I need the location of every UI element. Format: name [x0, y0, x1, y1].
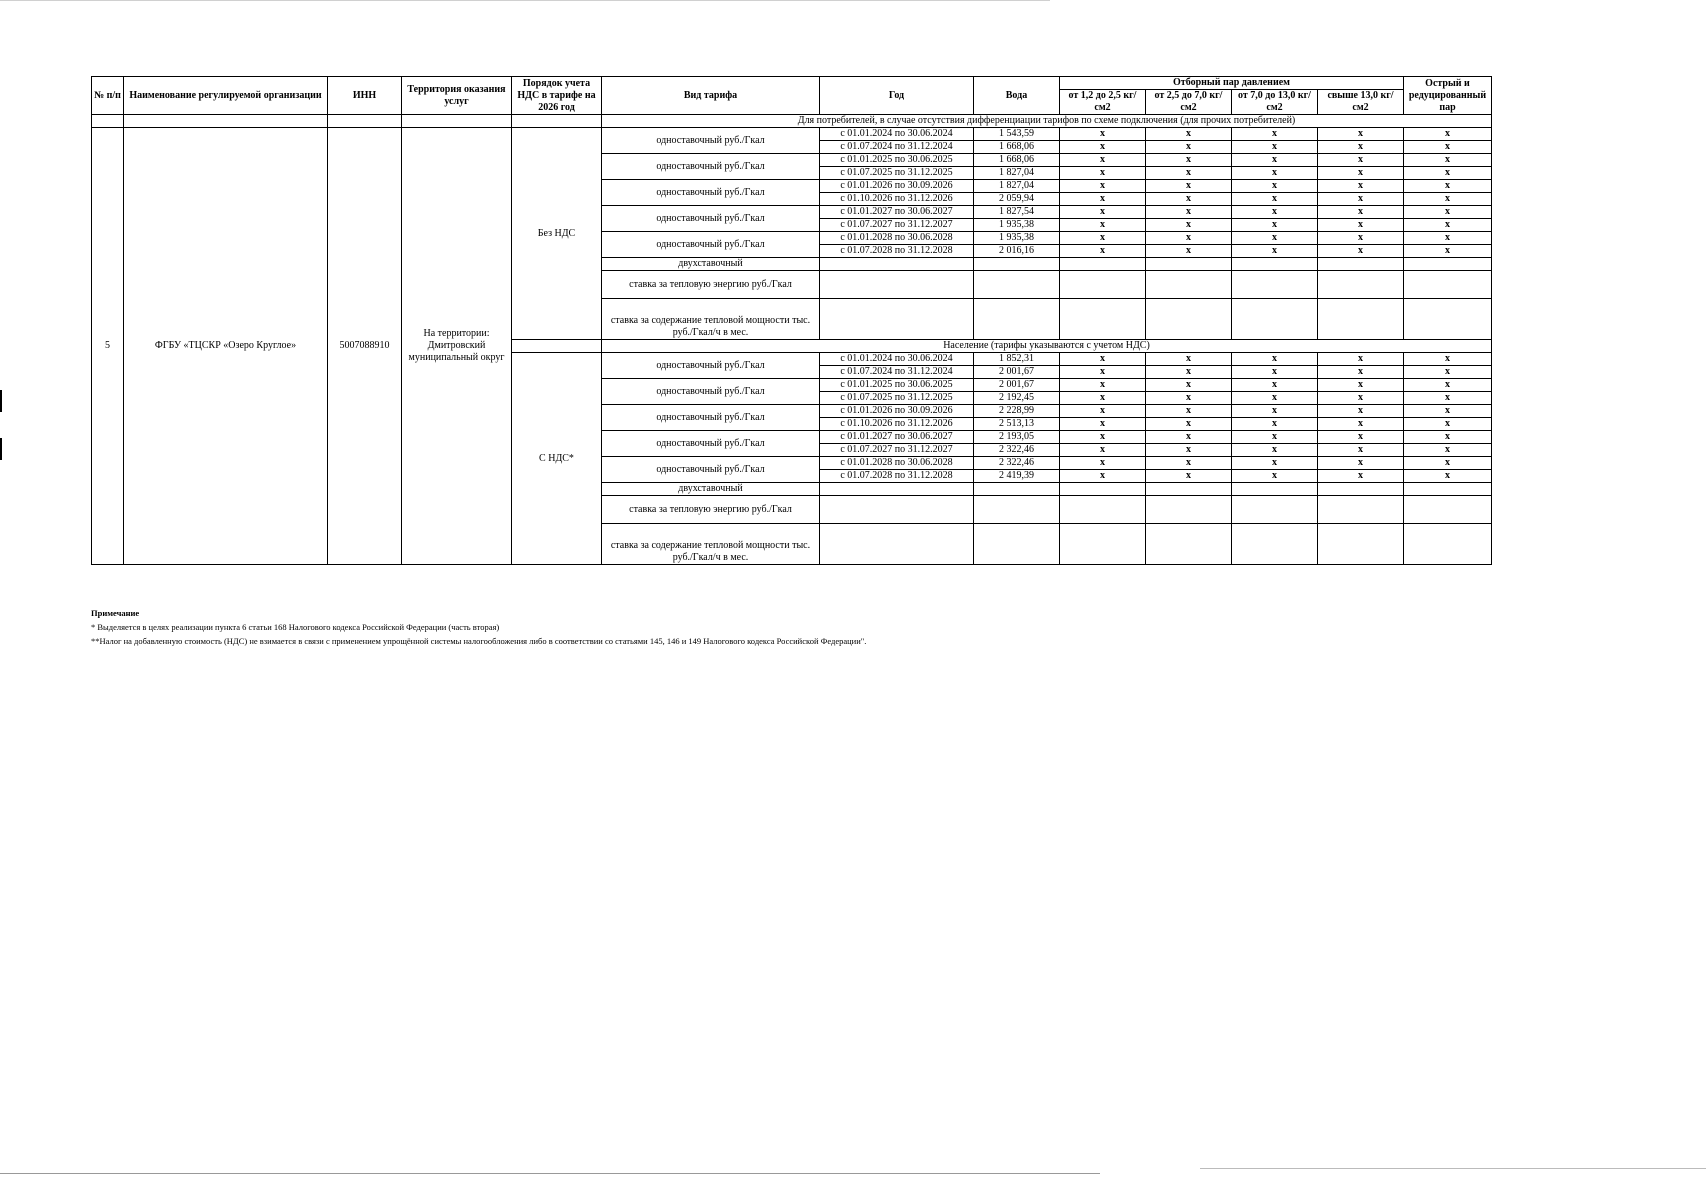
vat-order-cell: С НДС* [512, 353, 602, 565]
empty-cell [820, 496, 974, 524]
empty-cell [1146, 258, 1232, 271]
col-header-inn: ИНН [328, 77, 402, 115]
table-row [92, 128, 1492, 141]
x-mark-cell: x [1060, 167, 1146, 180]
col-header-territory: Территория оказания услуг [402, 77, 512, 115]
water-value: 2 513,13 [974, 418, 1060, 431]
empty-cell [1404, 524, 1492, 565]
x-mark-cell: x [1060, 245, 1146, 258]
empty-cell [1146, 299, 1232, 340]
water-value: 1 827,54 [974, 206, 1060, 219]
x-mark-cell: x [1318, 405, 1404, 418]
x-mark-cell: x [1146, 167, 1232, 180]
x-mark-cell: x [1404, 405, 1492, 418]
x-mark-cell: x [1318, 232, 1404, 245]
period-cell: с 01.10.2026 по 31.12.2026 [820, 418, 974, 431]
x-mark-cell: x [1232, 470, 1318, 483]
col-header-vat-order: Порядок учета НДС в тарифе на 2026 год [512, 77, 602, 115]
empty-cell [1232, 299, 1318, 340]
col-header-org-name: Наименование регулируемой организации [124, 77, 328, 115]
period-cell: с 01.01.2026 по 30.09.2026 [820, 405, 974, 418]
x-mark-cell: x [1404, 431, 1492, 444]
x-mark-cell: x [1318, 418, 1404, 431]
page-top-edge [0, 0, 1050, 1]
empty-cell [1060, 258, 1146, 271]
x-mark-cell: x [1232, 392, 1318, 405]
empty-cell [974, 496, 1060, 524]
x-mark-cell: x [1404, 167, 1492, 180]
vat-order-cell: Без НДС [512, 128, 602, 340]
tariff-table [91, 76, 1492, 565]
x-mark-cell: x [1318, 392, 1404, 405]
section-spacer [328, 115, 402, 128]
empty-cell [820, 524, 974, 565]
x-mark-cell: x [1146, 141, 1232, 154]
x-mark-cell: x [1146, 232, 1232, 245]
water-value: 1 935,38 [974, 219, 1060, 232]
col-header-steam-1: от 1,2 до 2,5 кг/см2 [1060, 90, 1146, 115]
x-mark-cell: x [1232, 245, 1318, 258]
empty-cell [1232, 524, 1318, 565]
section-spacer [512, 115, 602, 128]
x-mark-cell: x [1146, 219, 1232, 232]
x-mark-cell: x [1232, 431, 1318, 444]
empty-cell [1232, 271, 1318, 299]
notes-block [91, 606, 866, 648]
empty-cell [1404, 496, 1492, 524]
x-mark-cell: x [1060, 193, 1146, 206]
x-mark-cell: x [1404, 379, 1492, 392]
x-mark-cell: x [1318, 366, 1404, 379]
period-cell: с 01.01.2028 по 30.06.2028 [820, 457, 974, 470]
x-mark-cell: x [1232, 206, 1318, 219]
x-mark-cell: x [1404, 193, 1492, 206]
heat-rate-label: ставка за тепловую энергию руб./Гкал [602, 271, 820, 299]
x-mark-cell: x [1146, 128, 1232, 141]
empty-cell [1404, 483, 1492, 496]
empty-cell [1318, 524, 1404, 565]
section-title-population: Население (тарифы указываются с учетом НДС) [602, 340, 1492, 353]
water-value: 1 827,04 [974, 167, 1060, 180]
tariff-one-part-label: одноставочный руб./Гкал [602, 232, 820, 258]
x-mark-cell: x [1146, 154, 1232, 167]
x-mark-cell: x [1404, 444, 1492, 457]
empty-cell [820, 258, 974, 271]
x-mark-cell: x [1232, 379, 1318, 392]
x-mark-cell: x [1404, 141, 1492, 154]
x-mark-cell: x [1404, 366, 1492, 379]
tariff-two-part-label: двухставочный [602, 483, 820, 496]
empty-cell [1404, 299, 1492, 340]
col-header-steam-3: от 7,0 до 13,0 кг/см2 [1232, 90, 1318, 115]
period-cell: с 01.07.2027 по 31.12.2027 [820, 219, 974, 232]
empty-cell [1232, 258, 1318, 271]
org-num: 5 [92, 128, 124, 565]
col-header-water: Вода [974, 77, 1060, 115]
period-cell: с 01.07.2028 по 31.12.2028 [820, 245, 974, 258]
x-mark-cell: x [1404, 154, 1492, 167]
period-cell: с 01.01.2026 по 30.09.2026 [820, 180, 974, 193]
x-mark-cell: x [1146, 444, 1232, 457]
x-mark-cell: x [1232, 167, 1318, 180]
period-cell: с 01.07.2027 по 31.12.2027 [820, 444, 974, 457]
scan-bottom-line [0, 1173, 1100, 1174]
water-value: 2 016,16 [974, 245, 1060, 258]
water-value: 1 852,31 [974, 353, 1060, 366]
water-value: 2 419,39 [974, 470, 1060, 483]
water-value: 2 193,05 [974, 431, 1060, 444]
x-mark-cell: x [1060, 232, 1146, 245]
x-mark-cell: x [1404, 418, 1492, 431]
x-mark-cell: x [1232, 232, 1318, 245]
x-mark-cell: x [1060, 470, 1146, 483]
x-mark-cell: x [1060, 405, 1146, 418]
heat-rate-label: ставка за тепловую энергию руб./Гкал [602, 496, 820, 524]
capacity-rate-label: ставка за содержание тепловой мощности тыс. руб./Гкал/ч в мес. [602, 524, 820, 565]
x-mark-cell: x [1232, 366, 1318, 379]
empty-cell [1060, 496, 1146, 524]
x-mark-cell: x [1404, 392, 1492, 405]
empty-cell [1318, 271, 1404, 299]
x-mark-cell: x [1232, 353, 1318, 366]
x-mark-cell: x [1232, 219, 1318, 232]
period-cell: с 01.01.2027 по 30.06.2027 [820, 206, 974, 219]
x-mark-cell: x [1318, 219, 1404, 232]
x-mark-cell: x [1232, 418, 1318, 431]
period-cell: с 01.01.2025 по 30.06.2025 [820, 379, 974, 392]
section-spacer [402, 115, 512, 128]
empty-cell [974, 258, 1060, 271]
empty-cell [1318, 483, 1404, 496]
period-cell: с 01.07.2028 по 31.12.2028 [820, 470, 974, 483]
col-header-steam-2: от 2,5 до 7,0 кг/см2 [1146, 90, 1232, 115]
water-value: 1 827,04 [974, 180, 1060, 193]
x-mark-cell: x [1404, 206, 1492, 219]
water-value: 2 322,46 [974, 444, 1060, 457]
col-header-num: № п/п [92, 77, 124, 115]
x-mark-cell: x [1060, 418, 1146, 431]
x-mark-cell: x [1146, 245, 1232, 258]
water-value: 2 192,45 [974, 392, 1060, 405]
tariff-one-part-label: одноставочный руб./Гкал [602, 431, 820, 457]
empty-cell [1146, 271, 1232, 299]
x-mark-cell: x [1318, 457, 1404, 470]
period-cell: с 01.07.2024 по 31.12.2024 [820, 366, 974, 379]
note-line-2: **Налог на добавленную стоимость (НДС) не взимается в связи с применением упрощённой системы налогообложения либо в соответствии со статьями 145, 146 и 149 Налогового кодекса Российской Федерации". [91, 636, 867, 646]
x-mark-cell: x [1146, 470, 1232, 483]
org-territory: На территории: Дмитровский муниципальный округ [402, 128, 512, 565]
period-cell: с 01.07.2024 по 31.12.2024 [820, 141, 974, 154]
tariff-one-part-label: одноставочный руб./Гкал [602, 154, 820, 180]
x-mark-cell: x [1232, 154, 1318, 167]
period-cell: с 01.01.2024 по 30.06.2024 [820, 128, 974, 141]
x-mark-cell: x [1060, 128, 1146, 141]
x-mark-cell: x [1404, 470, 1492, 483]
scan-edge-mark [0, 390, 2, 412]
tariff-two-part-label: двухставочный [602, 258, 820, 271]
x-mark-cell: x [1404, 245, 1492, 258]
empty-cell [974, 483, 1060, 496]
water-value: 2 001,67 [974, 379, 1060, 392]
empty-cell [974, 271, 1060, 299]
period-cell: с 01.01.2024 по 30.06.2024 [820, 353, 974, 366]
org-name: ФГБУ «ТЦСКР «Озеро Круглое» [124, 128, 328, 565]
x-mark-cell: x [1146, 392, 1232, 405]
tariff-one-part-label: одноставочный руб./Гкал [602, 405, 820, 431]
x-mark-cell: x [1404, 219, 1492, 232]
section-spacer [124, 115, 328, 128]
scan-edge-mark [0, 438, 2, 460]
section-spacer [92, 115, 124, 128]
x-mark-cell: x [1146, 180, 1232, 193]
empty-cell [820, 299, 974, 340]
capacity-rate-label: ставка за содержание тепловой мощности тыс. руб./Гкал/ч в мес. [602, 299, 820, 340]
x-mark-cell: x [1060, 444, 1146, 457]
x-mark-cell: x [1060, 180, 1146, 193]
empty-cell [1404, 258, 1492, 271]
x-mark-cell: x [1318, 379, 1404, 392]
tariff-one-part-label: одноставочный руб./Гкал [602, 353, 820, 379]
period-cell: с 01.01.2028 по 30.06.2028 [820, 232, 974, 245]
x-mark-cell: x [1060, 366, 1146, 379]
x-mark-cell: x [1232, 180, 1318, 193]
x-mark-cell: x [1232, 141, 1318, 154]
empty-cell [1232, 483, 1318, 496]
x-mark-cell: x [1060, 457, 1146, 470]
empty-cell [1404, 271, 1492, 299]
tariff-one-part-label: одноставочный руб./Гкал [602, 128, 820, 154]
x-mark-cell: x [1318, 128, 1404, 141]
x-mark-cell: x [1404, 180, 1492, 193]
x-mark-cell: x [1318, 154, 1404, 167]
x-mark-cell: x [1404, 353, 1492, 366]
empty-cell [974, 524, 1060, 565]
col-header-tariff-type: Вид тарифа [602, 77, 820, 115]
x-mark-cell: x [1318, 193, 1404, 206]
section-spacer [512, 340, 602, 353]
x-mark-cell: x [1232, 444, 1318, 457]
empty-cell [820, 271, 974, 299]
water-value: 2 059,94 [974, 193, 1060, 206]
water-value: 2 228,99 [974, 405, 1060, 418]
note-line-1: * Выделяется в целях реализации пункта 6 статьи 168 Налогового кодекса Российской Федерации (часть вторая) [91, 622, 500, 632]
x-mark-cell: x [1232, 405, 1318, 418]
notes-title: Примечание [91, 608, 140, 618]
period-cell: с 01.07.2025 по 31.12.2025 [820, 167, 974, 180]
x-mark-cell: x [1146, 457, 1232, 470]
x-mark-cell: x [1318, 167, 1404, 180]
empty-cell [1146, 524, 1232, 565]
empty-cell [1060, 524, 1146, 565]
x-mark-cell: x [1318, 245, 1404, 258]
x-mark-cell: x [1060, 154, 1146, 167]
water-value: 2 001,67 [974, 366, 1060, 379]
x-mark-cell: x [1146, 418, 1232, 431]
col-header-sharp-steam: Острый и редуцированный пар [1404, 77, 1492, 115]
empty-cell [974, 299, 1060, 340]
tariff-one-part-label: одноставочный руб./Гкал [602, 379, 820, 405]
empty-cell [1146, 483, 1232, 496]
org-inn: 5007088910 [328, 128, 402, 565]
x-mark-cell: x [1060, 392, 1146, 405]
x-mark-cell: x [1060, 379, 1146, 392]
empty-cell [1318, 258, 1404, 271]
period-cell: с 01.01.2025 по 30.06.2025 [820, 154, 974, 167]
tariff-one-part-label: одноставочный руб./Гкал [602, 457, 820, 483]
tariff-one-part-label: одноставочный руб./Гкал [602, 180, 820, 206]
x-mark-cell: x [1232, 457, 1318, 470]
empty-cell [1060, 483, 1146, 496]
col-header-year: Год [820, 77, 974, 115]
x-mark-cell: x [1146, 379, 1232, 392]
x-mark-cell: x [1146, 431, 1232, 444]
empty-cell [1060, 299, 1146, 340]
water-value: 1 668,06 [974, 154, 1060, 167]
empty-cell [1318, 496, 1404, 524]
x-mark-cell: x [1318, 206, 1404, 219]
x-mark-cell: x [1146, 366, 1232, 379]
period-cell: с 01.10.2026 по 31.12.2026 [820, 193, 974, 206]
water-value: 2 322,46 [974, 457, 1060, 470]
x-mark-cell: x [1318, 444, 1404, 457]
x-mark-cell: x [1404, 128, 1492, 141]
scan-bottom-line [1200, 1168, 1706, 1169]
empty-cell [1318, 299, 1404, 340]
x-mark-cell: x [1318, 431, 1404, 444]
x-mark-cell: x [1232, 128, 1318, 141]
col-header-steam-4: свыше 13,0 кг/см2 [1318, 90, 1404, 115]
empty-cell [1060, 271, 1146, 299]
x-mark-cell: x [1318, 353, 1404, 366]
x-mark-cell: x [1060, 431, 1146, 444]
x-mark-cell: x [1060, 353, 1146, 366]
x-mark-cell: x [1146, 353, 1232, 366]
water-value: 1 543,59 [974, 128, 1060, 141]
empty-cell [820, 483, 974, 496]
x-mark-cell: x [1404, 457, 1492, 470]
x-mark-cell: x [1060, 206, 1146, 219]
empty-cell [1146, 496, 1232, 524]
x-mark-cell: x [1318, 141, 1404, 154]
x-mark-cell: x [1318, 470, 1404, 483]
x-mark-cell: x [1318, 180, 1404, 193]
period-cell: с 01.07.2025 по 31.12.2025 [820, 392, 974, 405]
x-mark-cell: x [1146, 405, 1232, 418]
x-mark-cell: x [1060, 219, 1146, 232]
empty-cell [1232, 496, 1318, 524]
col-header-steam-group: Отборный пар давлением [1060, 77, 1404, 90]
x-mark-cell: x [1060, 141, 1146, 154]
x-mark-cell: x [1232, 193, 1318, 206]
x-mark-cell: x [1146, 206, 1232, 219]
period-cell: с 01.01.2027 по 30.06.2027 [820, 431, 974, 444]
x-mark-cell: x [1404, 232, 1492, 245]
water-value: 1 668,06 [974, 141, 1060, 154]
section-title-other-consumers: Для потребителей, в случае отсутствия дифференциации тарифов по схеме подключения (для прочих потребителей) [602, 115, 1492, 128]
water-value: 1 935,38 [974, 232, 1060, 245]
tariff-one-part-label: одноставочный руб./Гкал [602, 206, 820, 232]
x-mark-cell: x [1146, 193, 1232, 206]
